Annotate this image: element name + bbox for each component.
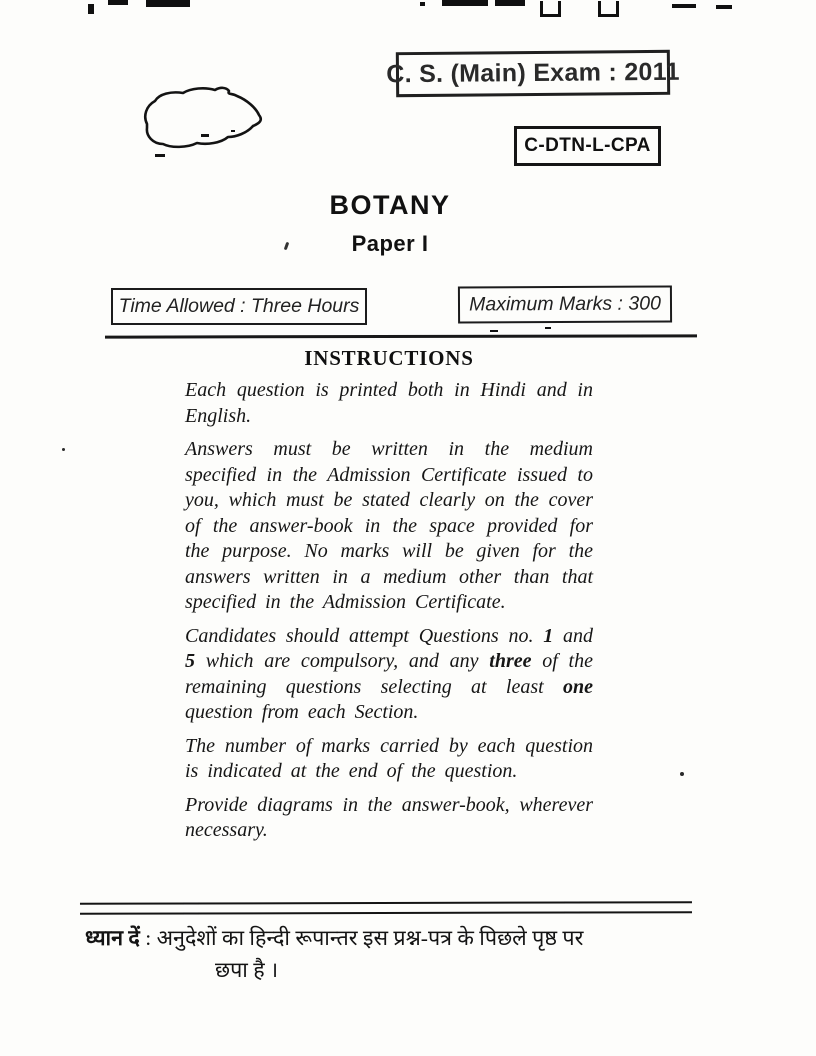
instruction-paragraph-5: Provide diagrams in the answer-book, wherever necessary. [185, 793, 593, 841]
paper-code-box [514, 126, 661, 166]
scan-artifact [716, 5, 732, 9]
scan-artifact [62, 448, 65, 451]
scan-artifact [420, 2, 425, 6]
instruction-paragraph-4: The number of marks carried by each question is indicated at the end of the question. [185, 734, 593, 782]
scan-artifact [108, 0, 128, 5]
scan-artifact [88, 4, 94, 14]
paragraph-segment: Candidates should attempt Questions no. [185, 624, 544, 647]
footer-note-hindi [85, 922, 675, 986]
instructions-section [185, 346, 593, 852]
instruction-paragraph-1: Each question is printed both in Hindi and in English. [185, 379, 593, 427]
exam-stamp-box [386, 50, 680, 97]
instructions-heading: INSTRUCTIONS [304, 346, 474, 370]
scan-artifact [545, 327, 551, 329]
instruction-paragraph-2: Answers must be written in the medium specified in the Admission Certificate issued to you, which must be stated clearly on the cover of the answer-book in the space provided for the purpose. No marks will be given for the answers written in a medium other than that specified in the Admission Certificate. [185, 438, 593, 613]
footer-double-rule [80, 901, 692, 915]
scan-artifact [146, 0, 190, 7]
footer-note-lead: ध्यान दें [85, 926, 140, 950]
maximum-marks-box [458, 285, 672, 323]
footer-note-line1: अनुदेशों का हिन्दी रूपान्तर इस प्रश्न-पत्र के पिछले पृष्ठ पर [156, 926, 584, 950]
instruction-paragraph-3 [185, 624, 593, 726]
bold-term: three [489, 650, 532, 672]
bold-term: 5 [185, 650, 195, 672]
scan-artifact [540, 1, 561, 17]
scan-artifact [495, 0, 525, 6]
emblem-outline-stamp [133, 84, 271, 160]
time-allowed-box [111, 288, 367, 325]
scan-artifact [598, 1, 619, 17]
scan-artifact [672, 4, 696, 8]
paragraph-segment: which are compulsory, and any [195, 650, 490, 672]
page-title: BOTANY [329, 190, 451, 220]
footer-note-separator: : [139, 926, 157, 950]
bold-term: one [563, 675, 593, 698]
footer-note-line2: छपा है । [215, 958, 279, 982]
bold-term: 1 [543, 624, 554, 647]
page-subtitle: Paper I [351, 231, 429, 256]
maximum-marks-text: Maximum Marks : 300 [469, 292, 661, 316]
paragraph-segment: and [553, 624, 593, 647]
scan-artifact [490, 330, 498, 332]
section-rule [105, 334, 697, 338]
paragraph-segment: question from each Section. [185, 701, 419, 723]
time-allowed-text: Time Allowed : Three Hours [118, 295, 360, 317]
exam-stamp-text: C. S. (Main) Exam : 2011 [386, 57, 680, 89]
scan-artifact [442, 0, 488, 6]
scan-artifact [680, 772, 684, 776]
paper-code-text: C-DTN-L-CPA [524, 135, 651, 156]
paragraph-segment: of the remaining questions selecting at least [185, 650, 593, 698]
